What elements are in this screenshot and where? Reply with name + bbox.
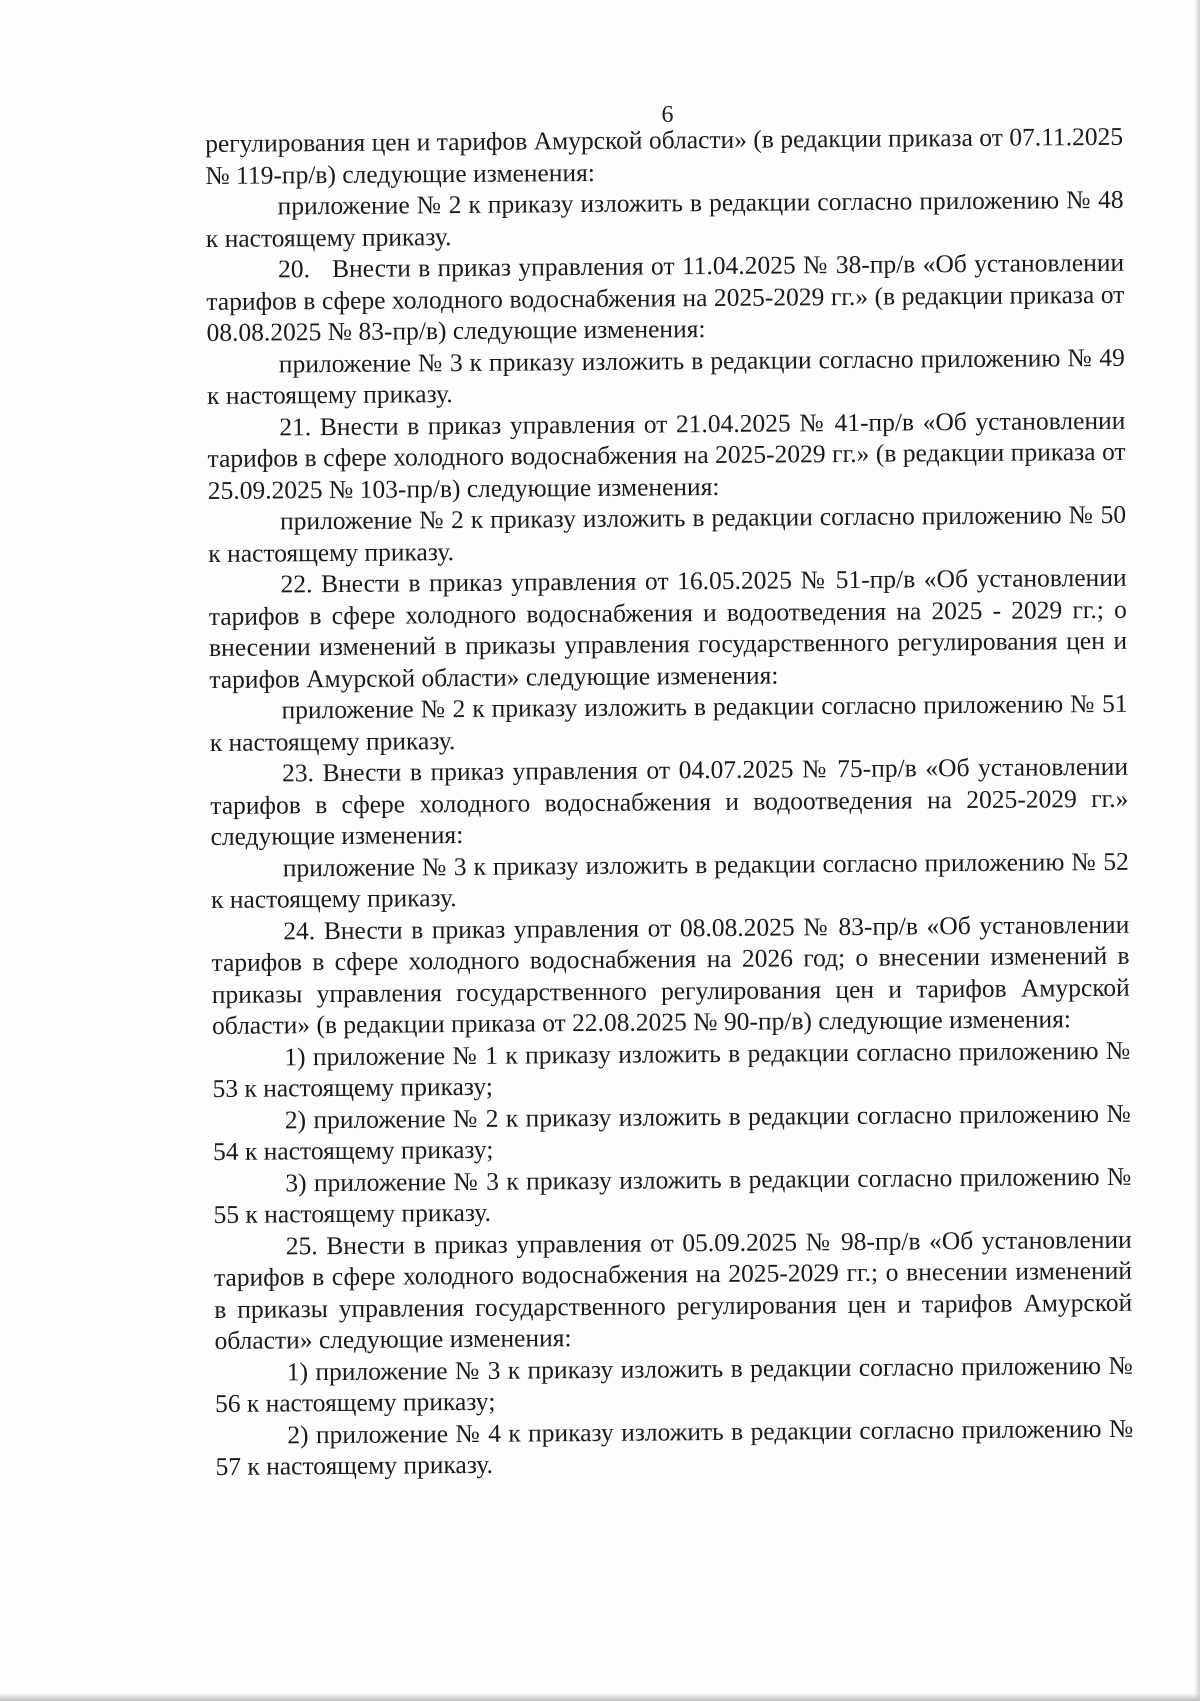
paragraph-amendment: приложение № 3 к приказу изложить в редакции согласно приложению № 52 к настоящему приказу. (210, 846, 1129, 914)
paragraph-item-20: 20. Внести в приказ управления от 11.04.2025 № 38-пр/в «Об установлении тарифов в сфере холодного водоснабжения на 2025-2029 гг.» (в редакции приказа от 08.08.2025 № 83-пр/в) следующие изменения: (206, 247, 1125, 347)
paragraph-amendment: приложение № 3 к приказу изложить в редакции согласно приложению № 49 к настоящему приказу. (206, 342, 1125, 410)
paragraph-subitem: 3) приложение № 3 к приказу изложить в редакции согласно приложению № 55 к настоящему приказу. (213, 1161, 1132, 1229)
page-number: 6 (661, 102, 674, 128)
paragraph-subitem: 1) приложение № 1 к приказу изложить в редакции согласно приложению № 53 к настоящему приказу; (212, 1035, 1131, 1103)
paragraph-subitem: 2) приложение № 4 к приказу изложить в редакции согласно приложению № 57 к настоящему приказу. (215, 1413, 1134, 1481)
paragraph-item-22: 22. Внести в приказ управления от 16.05.2025 № 51-пр/в «Об установлении тарифов в сфере холодного водоснабжения и водоотведения на 2025 - 2029 гг.; о внесении изменений в приказы управления государственного регулирования цен и тарифов Амурской области» следующие изменения: (208, 562, 1128, 694)
paragraph-subitem: 1) приложение № 3 к приказу изложить в редакции согласно приложению № 56 к настоящему приказу; (214, 1350, 1133, 1418)
paragraph-item-23: 23. Внести в приказ управления от 04.07.2025 № 75-пр/в «Об установлении тарифов в сфере холодного водоснабжения и водоотведения на 2025-2029 гг.» следующие изменения: (210, 751, 1129, 851)
scan-edge-right (1194, 0, 1200, 1701)
paragraph-item-25: 25. Внести в приказ управления от 05.09.2025 № 98-пр/в «Об установлении тарифов в сфере холодного водоснабжения на 2025-2029 гг.; о внесении изменений в приказы управления государственного регулирования цен и тарифов Амурской области» следующие изменения: (213, 1224, 1133, 1355)
paragraph-amendment: приложение № 2 к приказу изложить в редакции согласно приложению № 48 к настоящему приказу. (205, 184, 1124, 253)
document-body (205, 121, 1134, 1483)
paragraph-amendment: приложение № 2 к приказу изложить в редакции согласно приложению № 51 к настоящему приказу. (209, 688, 1128, 757)
paragraph-item-24: 24. Внести в приказ управления от 08.08.2025 № 83-пр/в «Об установлении тарифов в сфере холодного водоснабжения на 2026 год; о внесении изменений в приказы управления государственного регулирования цен и тарифов Амурской области» (в редакции приказа от 22.08.2025 № 90-пр/в) следующие изменения: (211, 909, 1130, 1040)
paragraph-subitem: 2) приложение № 2 к приказу изложить в редакции согласно приложению № 54 к настоящему приказу; (212, 1098, 1131, 1166)
paragraph-item-21: 21. Внести в приказ управления от 21.04.2025 № 41-пр/в «Об установлении тарифов в сфере холодного водоснабжения на 2025-2029 гг.» (в редакции приказа от 25.09.2025 № 103-пр/в) следующие изменения: (207, 405, 1126, 505)
paragraph-continuation: регулирования цен и тарифов Амурской области» (в редакции приказа от 07.11.2025 № 119-пр/в) следующие изменения: (205, 121, 1124, 190)
scan-edge-bottom (0, 1693, 1200, 1701)
paragraph-amendment: приложение № 2 к приказу изложить в редакции согласно приложению № 50 к настоящему приказу. (208, 499, 1127, 568)
